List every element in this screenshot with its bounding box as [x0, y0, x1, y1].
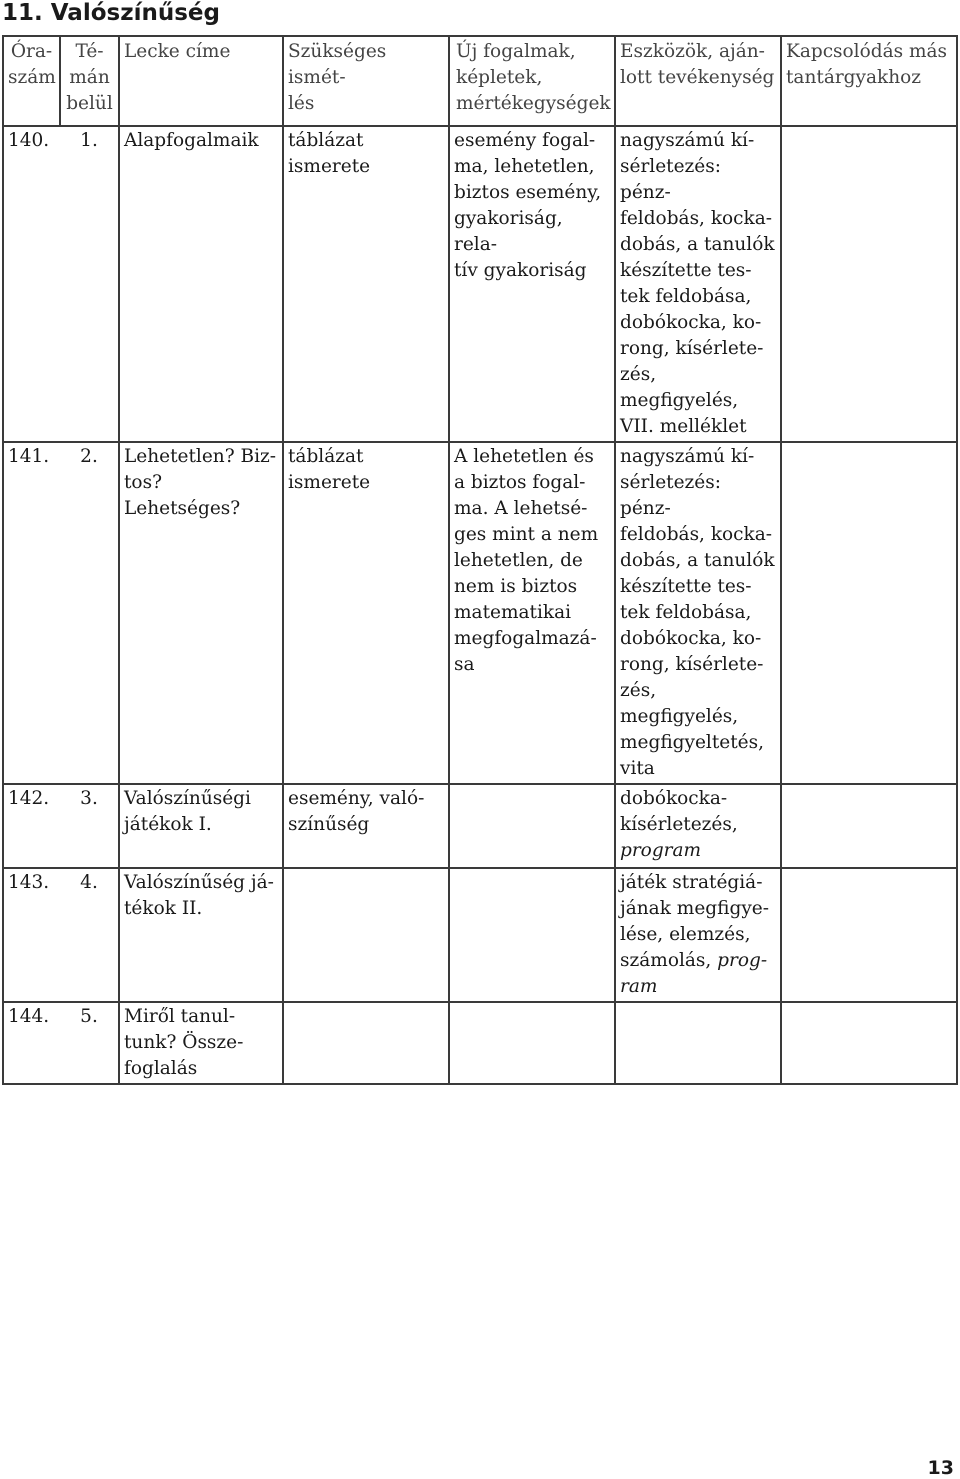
table-row	[3, 868, 957, 1002]
cell-lecke: Miről tanul- tunk? Össze- foglalás	[119, 1002, 283, 1084]
cell-ismetles: táblázat ismerete	[283, 442, 449, 784]
lesson-plan-table	[2, 35, 958, 1085]
table-row	[3, 442, 957, 784]
section-title: 11. Valószínűség	[2, 0, 220, 26]
header-eszkozok: Eszközök, aján- lott tevékenység	[615, 36, 781, 126]
cell-tema: 3.	[60, 784, 119, 868]
header-teman-belul: Té- mán belül	[60, 36, 119, 126]
cell-eszkozok	[615, 868, 781, 1002]
cell-tema: 2.	[60, 442, 119, 784]
cell-ismetles	[283, 868, 449, 1002]
header-uj-fogalmak: Új fogalmak, képletek, mértékegységek	[449, 36, 615, 126]
cell-eszkozok-text: nagyszámú kí- sérletezés: pénz- feldobás, kocka- dobás, a tanulók készítette tes- tek feldobása, dobókocka, ko- rong, kísérlete- zés, megfigyelés, megfigyeltetés, vita	[620, 446, 775, 779]
page-number: 13	[927, 1457, 954, 1479]
cell-lecke: Valószínűség já- tékok II.	[119, 868, 283, 1002]
cell-tema: 4.	[60, 868, 119, 1002]
cell-kapcsolodas	[781, 442, 957, 784]
table-row	[3, 126, 957, 442]
table-row	[3, 1002, 957, 1084]
cell-lecke: Alapfogalmaik	[119, 126, 283, 442]
cell-ora: 140.	[3, 126, 60, 442]
cell-kapcsolodas	[781, 868, 957, 1002]
cell-ora: 143.	[3, 868, 60, 1002]
cell-lecke: Lehetetlen? Biz- tos? Lehetséges?	[119, 442, 283, 784]
cell-ismetles	[283, 1002, 449, 1084]
cell-ora: 144.	[3, 1002, 60, 1084]
cell-fogalmak: esemény fogal- ma, lehetetlen, biztos esemény, gyakoriság, rela- tív gyakoriság	[449, 126, 615, 442]
cell-eszkozok-text: nagyszámú kí- sérletezés: pénz- feldobás, kocka- dobás, a tanulók készítette tes- tek feldobása, dobókocka, ko- rong, kísérlete- zés, megfigyelés, VII. melléklet	[620, 130, 775, 437]
cell-ora: 142.	[3, 784, 60, 868]
cell-kapcsolodas	[781, 1002, 957, 1084]
cell-ismetles: táblázat ismerete	[283, 126, 449, 442]
cell-kapcsolodas	[781, 126, 957, 442]
cell-eszkozok-text: dobókocka- kísérletezés,	[620, 788, 738, 835]
cell-eszkozok-italic: program	[620, 840, 702, 861]
cell-fogalmak	[449, 1002, 615, 1084]
cell-eszkozok	[615, 784, 781, 868]
cell-ismetles: esemény, való- színűség	[283, 784, 449, 868]
cell-kapcsolodas	[781, 784, 957, 868]
header-oraszam: Óra- szám	[3, 36, 60, 126]
table-header-row	[3, 36, 957, 126]
table-row	[3, 784, 957, 868]
cell-fogalmak	[449, 868, 615, 1002]
cell-lecke: Valószínűségi játékok I.	[119, 784, 283, 868]
header-kapcsolodas: Kapcsolódás más tantárgyakhoz	[781, 36, 957, 126]
cell-eszkozok	[615, 442, 781, 784]
header-lecke-cime: Lecke címe	[119, 36, 283, 126]
cell-ora: 141.	[3, 442, 60, 784]
cell-tema: 5.	[60, 1002, 119, 1084]
cell-eszkozok-text: játék stratégiá- jának megfigye- lése, elemzés, számolás,	[620, 872, 769, 971]
header-szukseges-ismetles: Szükséges ismét- lés	[283, 36, 449, 126]
cell-fogalmak	[449, 784, 615, 868]
cell-eszkozok	[615, 126, 781, 442]
cell-fogalmak: A lehetetlen és a biztos fogal- ma. A lehetsé- ges mint a nem lehetetlen, de nem is biztos matematikai megfogalmazá- sa	[449, 442, 615, 784]
cell-eszkozok-italic: prog- ram	[620, 950, 768, 997]
cell-tema: 1.	[60, 126, 119, 442]
cell-eszkozok	[615, 1002, 781, 1084]
